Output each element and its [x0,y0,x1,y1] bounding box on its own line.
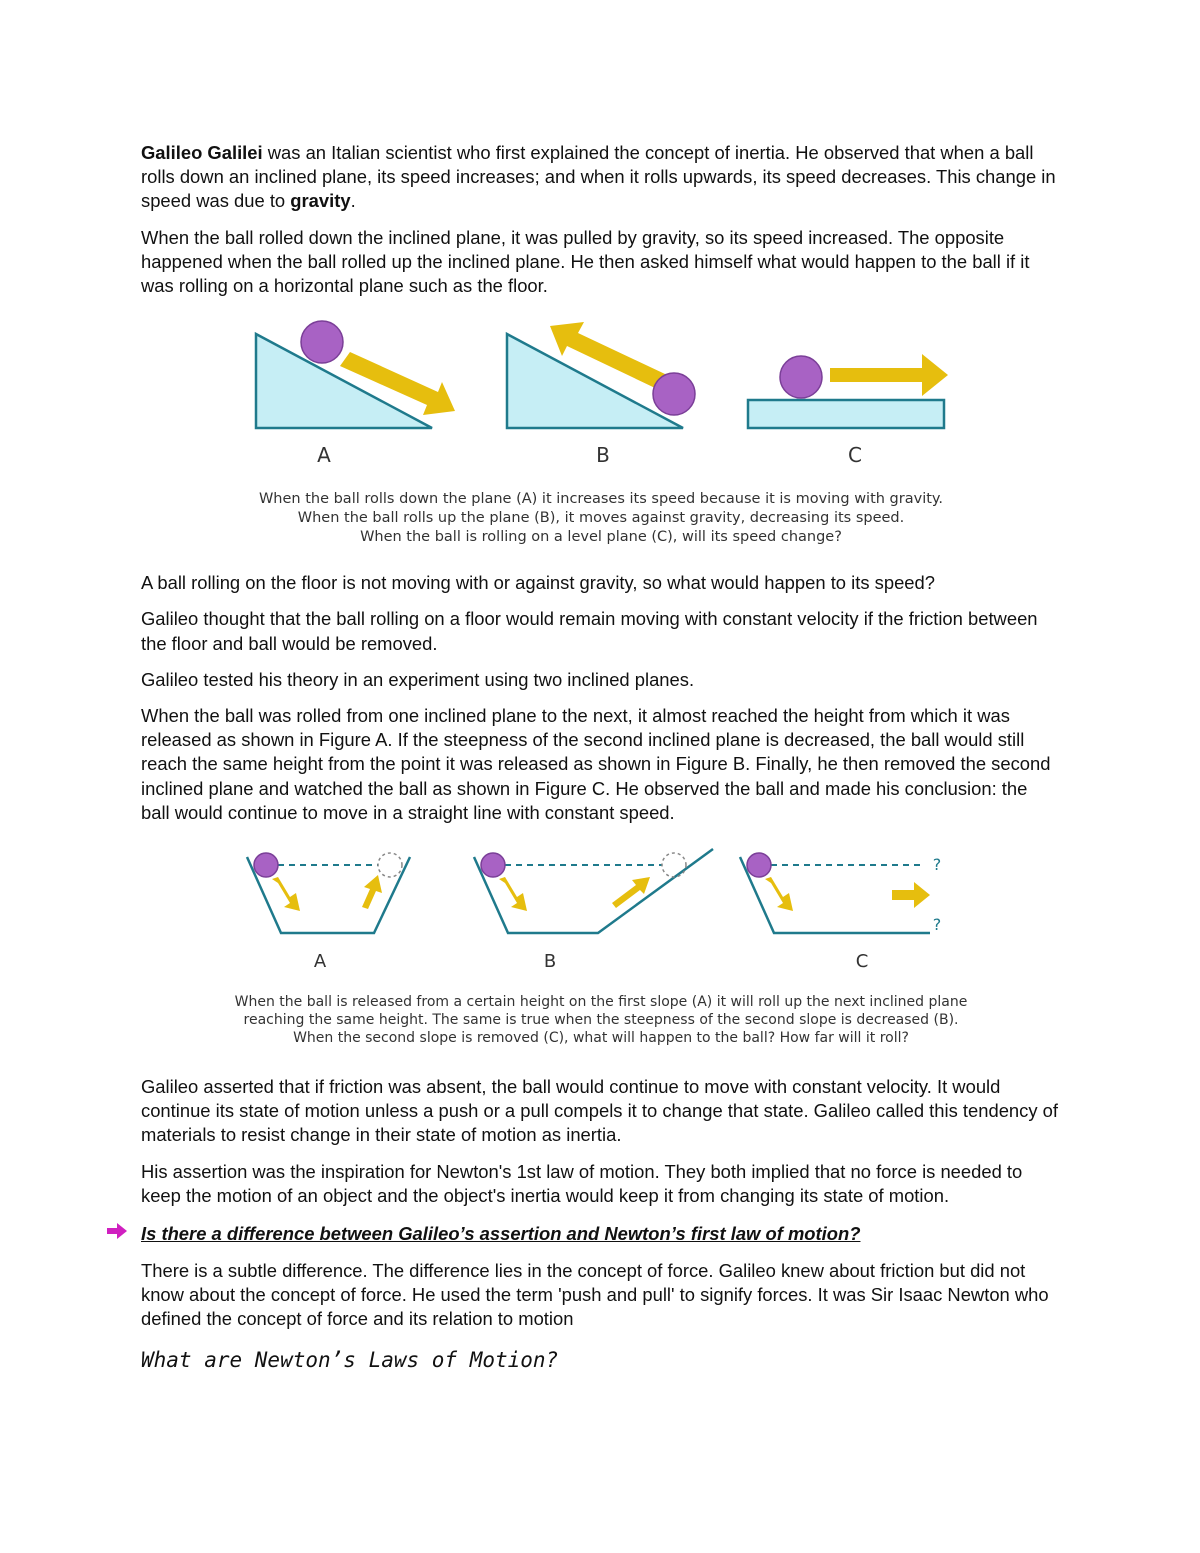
figure1-caption-line: When the ball rolls up the plane (B), it moves against gravity, decreasing its speed. [297,510,905,527]
figure-inclined-planes-svg [141,316,1061,486]
paragraph-subtle-difference: There is a subtle difference. The difference lies in the concept of force. Galileo knew about friction but did not know about the concept of force. He used the term 'push and pull' to signify forces. It was Sir Isaac Newton who defined the concept of force and its relation to motion [141,1260,1049,1330]
paragraph-galileo-intro [141,141,1061,214]
ball-c [747,853,771,877]
figure1-label-c: C [848,443,862,468]
arrow-bullet-icon [105,1222,141,1245]
figure2-caption-line: When the ball is released from a certain height on the first slope (A) it will roll up the next inclined plane [234,994,968,1011]
paragraph-figures-explained: When the ball was rolled from one inclined plane to the next, it almost reached the height from which it was released as shown in Figure A. If the steepness of the second inclined plane is decreased, the ball would still reach the same height from the point it was released as shown in Figure B. Finally, he then removed the second inclined plane and watched the ball as shown in Figure C. He observed the ball and made his conclusion: the ball would continue to move in a straight line with constant speed. [141,705,1051,823]
figure2-label-b: B [543,951,557,973]
figure1-label-b: B [596,443,610,468]
galileo-name: Galileo Galilei [141,142,263,163]
ball-c [780,356,822,398]
figure1-caption [111,490,1091,547]
figure2-label-c: C [855,951,869,973]
arrow-bullet-svg [105,1222,129,1240]
paragraph-newton-inspiration: His assertion was the inspiration for Newton's 1st law of motion. They both implied that no force is needed to keep the motion of an object and the object's inertia would keep it from changing its state of motion. [141,1160,1023,1206]
figure1-caption-line: When the ball is rolling on a level plane (C), will its speed change? [360,529,842,546]
question-mark-top: ? [932,855,942,875]
question-mark-bottom: ? [932,915,942,935]
figure1-label-a: A [317,443,331,468]
arrow-b1 [499,877,527,911]
ball-a [301,321,343,363]
section-heading-newtons-laws: What are Newton’s Laws of Motion? [141,1347,559,1372]
ball-b [653,373,695,415]
figure2-caption [111,993,1091,1047]
question-line [105,1222,1061,1245]
arrow-a2 [362,875,382,909]
ghost-ball-b [662,853,686,877]
question-text: Is there a difference between Galileo’s assertion and Newton’s first law of motion? [141,1222,861,1244]
plane-c [748,400,944,428]
ball-a [254,853,278,877]
figure1-caption-line: When the ball rolls down the plane (A) it increases its speed because it is moving with gravity. [258,491,944,508]
arrow-c2 [892,882,930,908]
arrow-c [830,354,948,396]
ball-b [481,853,505,877]
arrow-c1 [765,877,793,911]
gravity-term: gravity [290,190,351,212]
arrow-b2 [612,877,650,908]
paragraph-rolling: When the ball rolled down the inclined plane, it was pulled by gravity, so its speed increased. The opposite happened when the ball rolled up the inclined plane. He then asked himself what would happen to the ball if it was rolling on a horizontal plane such as the floor. [141,226,1030,297]
paragraph-inertia: Galileo asserted that if friction was absent, the ball would continue to move with constant velocity. It would continue its state of motion unless a push or a pull compels it to change that state. Galileo called this tendency of materials to resist change in their state of motion as inertia. [141,1076,1058,1146]
figure2-label-a: A [313,951,327,973]
figure2-caption-line: When the second slope is removed (C), what will happen to the ball? How far will it roll? [293,1030,909,1047]
paragraph-floor-question: A ball rolling on the floor is not moving with or against gravity, so what would happen to its speed? [141,572,935,594]
figure2-caption-line: reaching the same height. The same is true when the steepness of the second slope is decreased (B). [243,1012,959,1029]
document-content [141,141,1061,1372]
arrow-a1 [272,877,300,911]
figure-two-planes-svg [141,847,1061,977]
figure-two-planes [141,847,1061,1047]
paragraph-text: was an Italian scientist who first explained the concept of inertia. He observed that when a ball rolls down an inclined plane, its speed increases; and when it rolls upwards, its speed decreases. This change in speed was due to [141,142,1056,212]
paragraph-end: . [350,190,356,212]
ghost-ball-a [378,853,402,877]
paragraph-constant-velocity: Galileo thought that the ball rolling on a floor would remain moving with constant velocity if the friction between the floor and ball would be removed. [141,608,1038,654]
figure-inclined-planes [141,316,1061,547]
paragraph-experiment: Galileo tested his theory in an experiment using two inclined planes. [141,668,695,690]
